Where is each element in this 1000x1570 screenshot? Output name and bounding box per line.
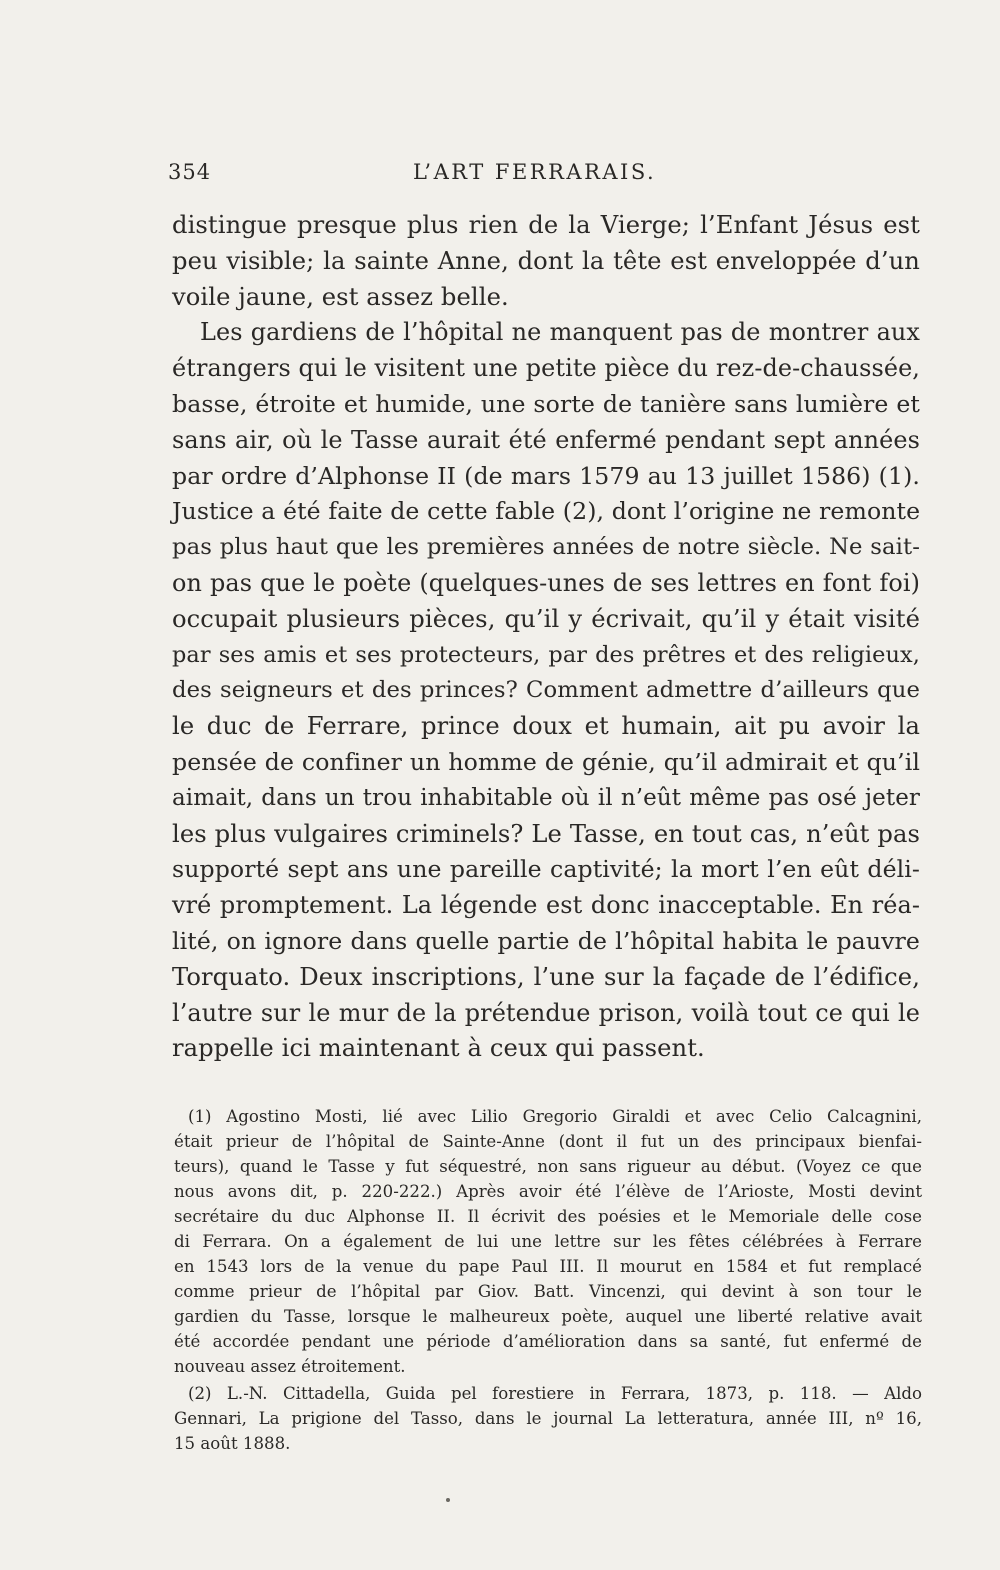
body-line: basse, étroite et humide, une sorte de tanière sans lumière et xyxy=(172,389,920,418)
body-line: voile jaune, est assez belle. xyxy=(172,282,509,311)
footnote-line: été accordée pendant une période d’amélioration dans sa santé, fut enfermé de xyxy=(174,1332,922,1351)
body-line: Justice a été faite de cette fable (2), dont l’origine ne remonte xyxy=(172,497,921,526)
footnote-line: di Ferrara. On a également de lui une lettre sur les fêtes célébrées à Ferrare xyxy=(174,1232,922,1251)
body-line: vré promptement. La légende est donc inacceptable. En réa- xyxy=(172,891,920,920)
footnote-line: 15 août 1888. xyxy=(174,1434,291,1453)
footnote-line: en 1543 lors de la venue du pape Paul III. Il mourut en 1584 et fut remplacé xyxy=(174,1257,922,1276)
body-line: lité, on ignore dans quelle partie de l’hôpital habita le pauvre xyxy=(172,926,920,955)
footnote-line: était prieur de l’hôpital de Sainte-Anne (dont il fut un des principaux bienfai- xyxy=(174,1132,922,1151)
body-line: rappelle ici maintenant à ceux qui passent. xyxy=(172,1034,705,1063)
footnote-line: gardien du Tasse, lorsque le malheureux poète, auquel une liberté relative avait xyxy=(174,1307,922,1326)
running-title: L’ART FERRARAIS. xyxy=(413,160,657,184)
body-line: aimait, dans un trou inhabitable où il n’eût même pas osé jeter xyxy=(172,784,920,811)
footnote-line: nouveau assez étroitement. xyxy=(174,1357,406,1376)
running-head xyxy=(168,160,920,190)
body-line: on pas que le poète (quelques-unes de ses lettres en font foi) xyxy=(172,568,920,597)
footnotes xyxy=(174,1104,922,1456)
page-mark xyxy=(446,1498,450,1502)
footnote-line: nous avons dit, p. 220-222.) Après avoir été l’élève de l’Arioste, Mosti devint xyxy=(174,1182,922,1201)
body-line: le duc de Ferrare, prince doux et humain, ait pu avoir la xyxy=(172,712,920,741)
footnote-line: (2) L.-N. Cittadella, Guida pel forestiere in Ferrara, 1873, p. 118. — Aldo xyxy=(188,1384,922,1403)
body-line: Torquato. Deux inscriptions, l’une sur la façade de l’édifice, xyxy=(172,962,920,991)
body-line: distingue presque plus rien de la Vierge; l’Enfant Jésus est xyxy=(172,211,920,239)
footnote-line: comme prieur de l’hôpital par Giov. Batt. Vincenzi, qui devint à son tour le xyxy=(174,1282,922,1301)
body-line: supporté sept ans une pareille captivité; la mort l’en eût déli- xyxy=(172,855,920,884)
body-line: pas plus haut que les premières années de notre siècle. Ne sait- xyxy=(172,534,920,561)
body-line: Les gardiens de l’hôpital ne manquent pas de montrer aux xyxy=(200,318,920,347)
body-line: peu visible; la sainte Anne, dont la tête est enveloppée d’un xyxy=(172,246,920,275)
body-line: par ses amis et ses protecteurs, par des prêtres et des religieux, xyxy=(172,641,920,668)
footnote-line: (1) Agostino Mosti, lié avec Lilio Gregorio Giraldi et avec Celio Calcagnini, xyxy=(188,1107,922,1126)
body-line: par ordre d’Alphonse II (de mars 1579 au 13 juillet 1586) (1). xyxy=(172,461,920,490)
body-line: sans air, où le Tasse aurait été enfermé pendant sept années xyxy=(172,425,920,454)
page-number: 354 xyxy=(168,160,212,184)
body-line: l’autre sur le mur de la prétendue prison, voilà tout ce qui le xyxy=(172,998,920,1027)
body-line: pensée de confiner un homme de génie, qu’il admirait et qu’il xyxy=(172,747,920,776)
footnote-line: secrétaire du duc Alphonse II. Il écrivit des poésies et le Memoriale delle cose xyxy=(174,1207,922,1226)
body-line: étrangers qui le visitent une petite pièce du rez-de-chaussée, xyxy=(172,354,920,383)
body-line: occupait plusieurs pièces, qu’il y écrivait, qu’il y était visité xyxy=(172,604,920,633)
footnote-line: teurs), quand le Tasse y fut séquestré, non sans rigueur au début. (Voyez ce que xyxy=(174,1157,922,1176)
body-line: les plus vulgaires criminels? Le Tasse, en tout cas, n’eût pas xyxy=(172,819,920,848)
body-text xyxy=(172,208,920,1067)
body-line: des seigneurs et des princes? Comment admettre d’ailleurs que xyxy=(172,677,920,704)
footnote-line: Gennari, La prigione del Tasso, dans le journal La letteratura, année III, nº 16, xyxy=(174,1409,922,1428)
